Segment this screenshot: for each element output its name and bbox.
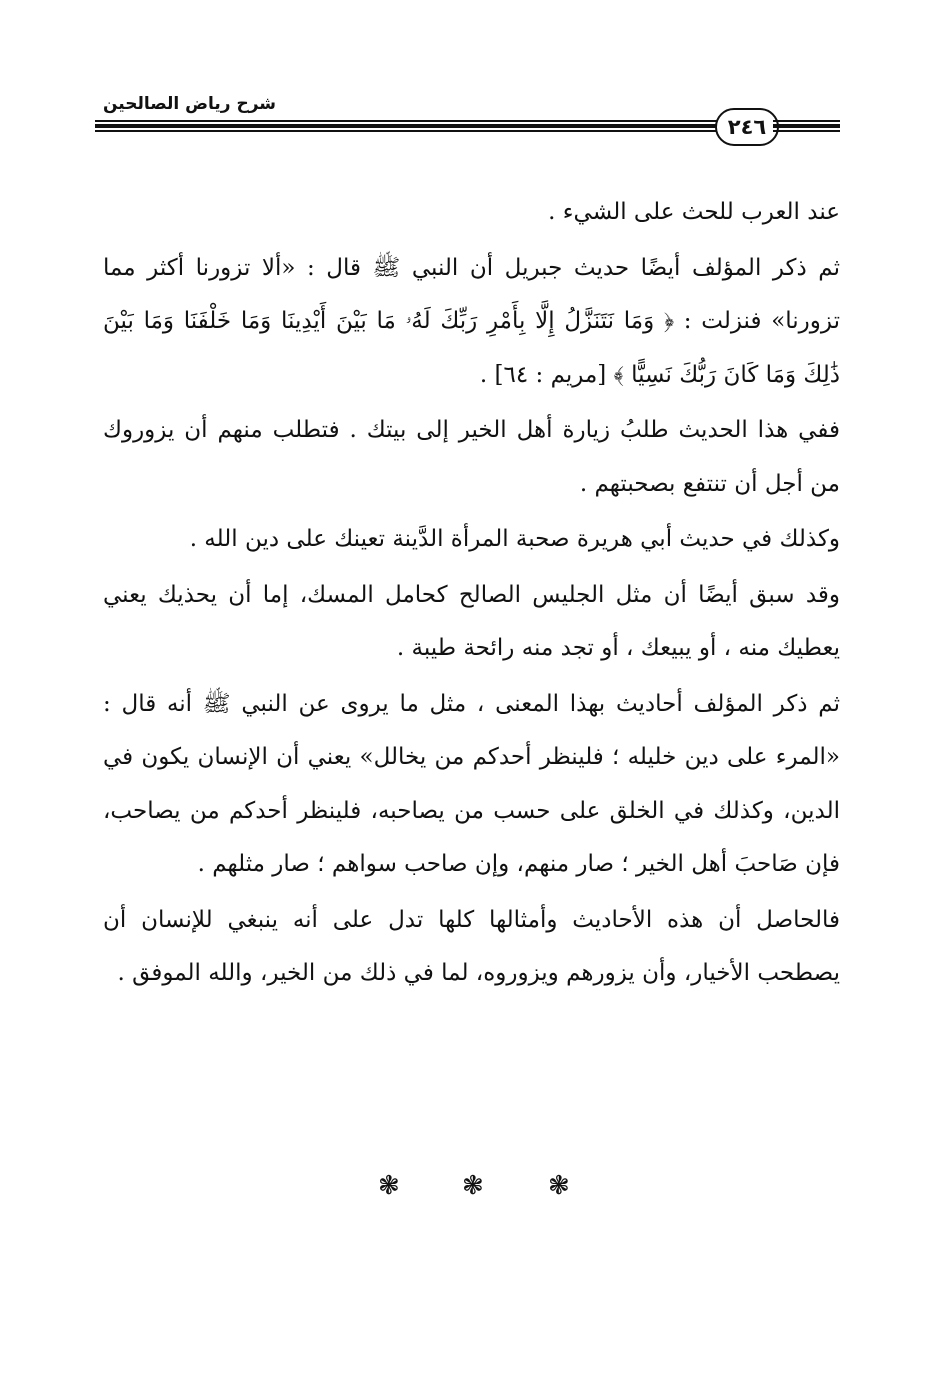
- page-body-text: [103, 186, 840, 1001]
- separator-star-icon: ❃: [462, 1171, 484, 1201]
- running-book-title: شرح رياض الصالحين: [103, 94, 277, 114]
- separator-star-icon: ❃: [548, 1171, 570, 1201]
- paragraph-6: ثم ذكر المؤلف أحاديث بهذا المعنى ، مثل ما يروى عن النبي ﷺ أنه قال : «المرء على دين خليله ؛ فلينظر أحدكم من يخالل» يعني أن الإنسان يكون في الدين، وكذلك في الخلق على حسب من يصاحبه، فلينظر أحدكم من يصاحب، فإن صَاحبَ أهل الخير ؛ صار منهم، وإن صاحب سواهم ؛ صار مثلهم .: [103, 690, 840, 877]
- page-header: [95, 92, 840, 152]
- header-rule-right: [773, 120, 840, 132]
- paragraph-5: وقد سبق أيضًا أن مثل الجليس الصالح كحامل المسك، إما أن يحذيك يعني يعطيك منه ، أو يبيعك ، أو تجد منه رائحة طيبة .: [103, 581, 840, 661]
- section-separator: [0, 1166, 952, 1206]
- page-number: ٢٤٦: [715, 108, 779, 146]
- paragraph-3: ففي هذا الحديث طلبُ زيارة أهل الخير إلى بيتك . فتطلب منهم أن يزوروك من أجل أن تنتفع بصحبتهم .: [103, 417, 840, 497]
- paragraph-1: عند العرب للحث على الشيء .: [548, 199, 840, 225]
- separator-star-icon: ❃: [378, 1171, 400, 1201]
- paragraph-2: ثم ذكر المؤلف أيضًا حديث جبريل أن النبي ﷺ قال : «ألا تزورنا أكثر مما تزورنا» فنزلت : ﴿ وَمَا نَتَنَزَّلُ إِلَّا بِأَمْرِ رَبِّكَ لَهُۥ مَا بَيْنَ أَيْدِينَا وَمَا خَلْفَنَا وَمَا بَيْنَ ذَٰلِكَ وَمَا كَانَ رَبُّكَ نَسِيًّا ﴾ [مريم : ٦٤] .: [103, 254, 840, 388]
- paragraph-7: فالحاصل أن هذه الأحاديث وأمثالها كلها تدل على أنه ينبغي للإنسان أن يصطحب الأخيار، وأن يزورهم ويزوروه، لما في ذلك من الخير، والله الموفق .: [103, 906, 840, 986]
- paragraph-4: وكذلك في حديث أبي هريرة صحبة المرأة الدَّينة تعينك على دين الله .: [189, 526, 840, 552]
- header-rule-left: [95, 120, 717, 132]
